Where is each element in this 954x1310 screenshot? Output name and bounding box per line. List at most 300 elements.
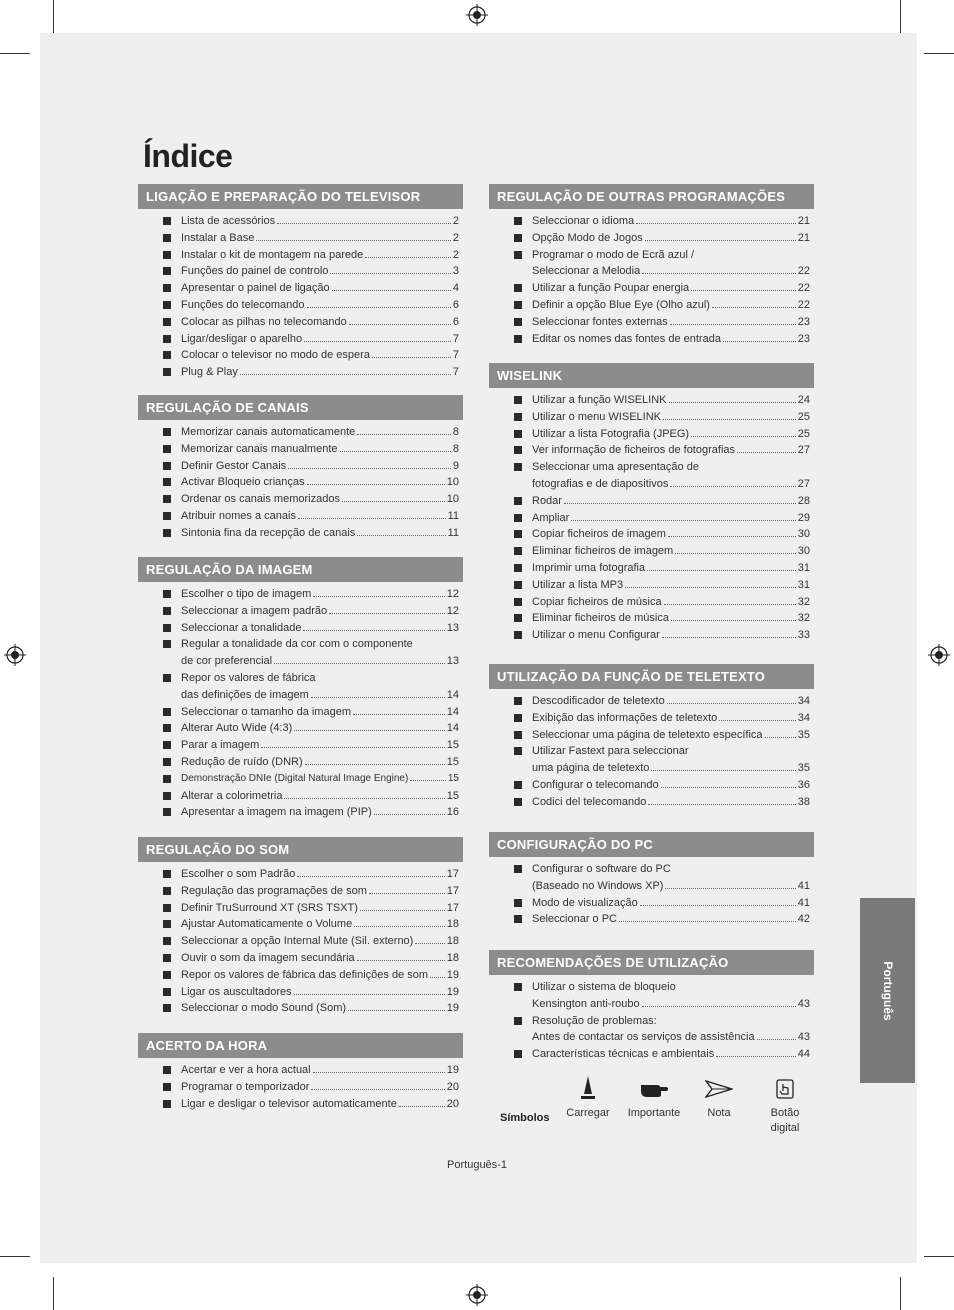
crop-mark — [53, 0, 54, 33]
toc-entry — [138, 737, 463, 754]
toc-entry — [138, 636, 463, 670]
toc-entry-line — [181, 967, 459, 984]
square-bullet-icon — [163, 251, 171, 259]
square-bullet-icon — [514, 865, 522, 873]
dot-leader — [303, 630, 444, 631]
toc-entry-text: uma página de teletexto — [532, 762, 650, 775]
section-heading: REGULAÇÃO DE OUTRAS PROGRAMAÇÕES — [489, 184, 814, 209]
toc-section-pc — [489, 832, 814, 928]
symbol-important — [623, 1072, 685, 1121]
dot-leader — [671, 620, 796, 621]
dot-leader — [330, 273, 450, 274]
toc-entry — [138, 866, 463, 883]
square-bullet-icon — [514, 781, 522, 789]
toc-entry-text: Seleccionar o modo Sound (Som) — [181, 1002, 347, 1015]
toc-entry — [138, 230, 463, 247]
toc-section-hora — [138, 1033, 463, 1112]
square-bullet-icon — [163, 495, 171, 503]
dot-leader — [737, 452, 796, 453]
square-bullet-icon — [514, 1017, 522, 1025]
toc-entry-text: Lista de acessórios — [181, 215, 276, 227]
toc-entry-line — [181, 314, 459, 331]
toc-entry — [138, 1062, 463, 1079]
toc-entry — [489, 331, 814, 348]
toc-entry-line — [532, 996, 810, 1013]
toc-page-number: 30 — [797, 545, 810, 558]
dot-leader — [357, 535, 445, 536]
dot-leader — [294, 994, 445, 995]
dot-leader — [647, 570, 796, 571]
toc-entry-line — [181, 247, 459, 264]
toc-entry-text: Alterar Auto Wide (4:3) — [181, 722, 293, 735]
dot-leader — [240, 374, 451, 375]
toc-entry-line — [532, 895, 810, 912]
language-side-tab — [860, 898, 915, 1083]
square-bullet-icon — [163, 887, 171, 895]
dot-leader — [365, 257, 451, 258]
section-heading: CONFIGURAÇÃO DO PC — [489, 832, 814, 857]
square-bullet-icon — [163, 590, 171, 598]
toc-entry-text: Programar o temporizador — [181, 1080, 310, 1093]
toc-entry-text: Alterar a colorimetria — [181, 789, 283, 802]
square-bullet-icon — [514, 798, 522, 806]
toc-entry-line — [532, 743, 810, 760]
square-bullet-icon — [163, 792, 171, 800]
square-bullet-icon — [163, 808, 171, 816]
toc-entry-text: Imprimir uma fotografia — [532, 561, 646, 574]
toc-entry-line — [181, 263, 459, 280]
toc-entry — [138, 280, 463, 297]
toc-entry — [489, 526, 814, 543]
dot-leader — [357, 960, 445, 961]
toc-entry — [138, 213, 463, 230]
toc-entry-line — [532, 263, 810, 280]
toc-entry — [138, 263, 463, 280]
square-bullet-icon — [514, 430, 522, 438]
toc-entry — [489, 459, 814, 493]
toc-page-number: 7 — [452, 349, 459, 362]
toc-entry-line — [181, 508, 459, 525]
toc-page-number: 22 — [797, 298, 810, 311]
toc-entry — [489, 727, 814, 744]
toc-entry-text: fotografias e de diapositivos — [532, 477, 669, 490]
symbol-note — [695, 1072, 743, 1121]
toc-entry-line — [532, 794, 810, 811]
square-bullet-icon — [514, 631, 522, 639]
toc-page-number: 35 — [797, 728, 810, 741]
registration-mark-icon — [4, 644, 26, 666]
toc-entry-line — [532, 610, 810, 627]
crop-mark — [0, 1256, 30, 1257]
toc-entry-line — [532, 560, 810, 577]
toc-page-number: 19 — [446, 1064, 459, 1076]
dot-leader — [723, 341, 796, 342]
square-bullet-icon — [514, 614, 522, 622]
symbol-label: Nota — [707, 1107, 731, 1119]
toc-entry-text: Parar a imagem — [181, 739, 260, 752]
square-bullet-icon — [514, 497, 522, 505]
toc-page-number: 31 — [797, 561, 810, 574]
toc-entry-line — [181, 866, 459, 883]
toc-page-number: 43 — [797, 1031, 810, 1044]
toc-entry-text: Utilizar a lista Fotografia (JPEG) — [532, 427, 690, 440]
toc-entry-line — [181, 1079, 459, 1096]
toc-entry-text: Antes de contactar os serviços de assistência — [532, 1031, 755, 1044]
section-entries — [489, 392, 814, 644]
toc-entry-line — [181, 1062, 459, 1079]
toc-page-number: 17 — [446, 868, 459, 880]
square-bullet-icon — [163, 478, 171, 486]
toc-entry-line — [181, 984, 459, 1001]
toc-page-number: 19 — [446, 968, 459, 981]
toc-entry-line — [181, 525, 459, 542]
toc-entry-line — [532, 230, 810, 247]
square-bullet-icon — [163, 234, 171, 242]
dot-leader — [564, 503, 796, 504]
toc-page-number: 21 — [797, 231, 810, 244]
square-bullet-icon — [514, 547, 522, 555]
toc-page-number: 13 — [446, 655, 459, 668]
toc-page-number: 15 — [446, 755, 459, 768]
crop-mark — [900, 0, 901, 33]
toc-entry — [489, 560, 814, 577]
toc-page-number: 33 — [797, 629, 810, 642]
section-entries — [138, 1062, 463, 1112]
dot-leader — [313, 1072, 445, 1073]
toc-entry-text: Definir a opção Blue Eye (Olho azul) — [532, 298, 710, 311]
toc-page-number: 7 — [452, 366, 459, 379]
toc-entry — [489, 911, 814, 928]
toc-entry-line — [181, 603, 459, 620]
toc-entry — [489, 627, 814, 644]
section-heading: WISELINK — [489, 363, 814, 388]
toc-entry — [489, 710, 814, 727]
crop-mark — [924, 53, 954, 54]
toc-entry-text: Rodar — [532, 494, 562, 507]
toc-entry-text: Eliminar ficheiros de música — [532, 612, 669, 625]
toc-page-number: 32 — [797, 612, 810, 625]
registration-mark-icon — [466, 4, 488, 26]
toc-entry-line — [532, 577, 810, 594]
square-bullet-icon — [163, 1066, 171, 1074]
toc-page-number: 12 — [446, 588, 459, 600]
toc-entry-line — [532, 979, 810, 996]
toc-entry — [489, 1046, 814, 1063]
toc-page-number: 38 — [797, 795, 810, 808]
square-bullet-icon — [514, 915, 522, 923]
toc-entry-line — [532, 543, 810, 560]
toc-page-number: 25 — [797, 427, 810, 440]
toc-entry-line — [181, 950, 459, 967]
toc-entry — [489, 493, 814, 510]
square-bullet-icon — [514, 564, 522, 572]
toc-entry-line — [181, 297, 459, 314]
toc-entry — [489, 1013, 814, 1047]
square-bullet-icon — [514, 514, 522, 522]
square-bullet-icon — [514, 463, 522, 471]
toc-page-number: 7 — [452, 332, 459, 345]
section-heading: REGULAÇÃO DE CANAIS — [138, 395, 463, 420]
toc-entry-line — [532, 476, 810, 493]
toc-entry-text: Utilizar o menu WISELINK — [532, 410, 661, 423]
toc-page-number: 8 — [452, 426, 459, 438]
toc-entry-line — [532, 331, 810, 348]
toc-entry-text: Seleccionar o tamanho da imagem — [181, 705, 351, 718]
dot-leader — [307, 484, 445, 485]
dot-leader — [307, 307, 451, 308]
toc-entry-text: Ampliar — [532, 511, 570, 524]
toc-entry-text: Utilizar a função WISELINK — [532, 394, 667, 406]
registration-mark-icon — [466, 1284, 488, 1306]
toc-entry-text: Utilizar a função Poupar energia — [532, 282, 690, 295]
dot-leader — [664, 604, 796, 605]
section-heading: UTILIZAÇÃO DA FUNÇÃO DE TELETEXTO — [489, 664, 814, 689]
toc-entry — [138, 900, 463, 917]
toc-entry-text: Utilizar o menu Configurar — [532, 629, 660, 642]
toc-entry-text: Escolher o som Padrão — [181, 868, 296, 880]
square-bullet-icon — [514, 301, 522, 309]
section-entries — [138, 213, 463, 381]
square-bullet-icon — [163, 870, 171, 878]
toc-entry — [138, 297, 463, 314]
section-entries — [138, 586, 463, 821]
toc-entry-line — [532, 710, 810, 727]
toc-page-number: 32 — [797, 595, 810, 608]
toc-entry-line — [181, 687, 459, 704]
symbols-label: Símbolos — [500, 1112, 550, 1124]
toc-page-number: 30 — [797, 528, 810, 541]
toc-entry-text: Copiar ficheiros de imagem — [532, 528, 666, 541]
dot-leader — [691, 436, 796, 437]
toc-entry — [489, 426, 814, 443]
toc-entry-text: Ligar os auscultadores — [181, 985, 292, 998]
square-bullet-icon — [514, 335, 522, 343]
toc-entry — [138, 474, 463, 491]
symbol-label: Botão digital — [770, 1107, 800, 1134]
toc-entry-line — [181, 331, 459, 348]
toc-entry-line — [181, 474, 459, 491]
toc-page-number: 10 — [446, 493, 459, 506]
toc-entry — [138, 508, 463, 525]
dot-leader — [662, 637, 796, 638]
square-bullet-icon — [514, 598, 522, 606]
dot-leader — [329, 613, 445, 614]
dot-leader — [651, 770, 795, 771]
dot-leader — [648, 804, 795, 805]
toc-entry — [138, 314, 463, 331]
toc-entry-text: Seleccionar a imagem padrão — [181, 604, 328, 617]
toc-entry-text: Definir TruSurround XT (SRS TSXT) — [181, 901, 358, 914]
toc-entry — [138, 491, 463, 508]
toc-entry-text: Sintonia fina da recepção de canais — [181, 526, 356, 539]
toc-section-wise — [489, 363, 814, 644]
toc-entry-line — [532, 409, 810, 426]
toc-entry-line — [181, 213, 459, 230]
toc-page-number: 9 — [452, 459, 459, 472]
toc-page-number: 28 — [797, 494, 810, 507]
toc-entry-line — [532, 594, 810, 611]
toc-page-number: 13 — [446, 621, 459, 634]
toc-entry-line — [181, 458, 459, 475]
toc-entry-line — [532, 627, 810, 644]
toc-entry-text: Regulação das programações de som — [181, 884, 367, 897]
toc-entry-line — [181, 670, 459, 687]
dot-leader — [374, 814, 445, 815]
square-bullet-icon — [514, 251, 522, 259]
toc-entry-line — [532, 247, 810, 264]
toc-page-number: 22 — [797, 282, 810, 295]
toc-entry-text: Seleccionar uma página de teletexto específica — [532, 728, 763, 741]
toc-entry-line — [532, 1046, 810, 1063]
toc-entry — [489, 979, 814, 1013]
dot-leader — [625, 587, 796, 588]
toc-entry-text: Seleccionar a Melodia — [532, 265, 641, 278]
toc-entry-text: Repor os valores de fábrica das definições de som — [181, 968, 429, 981]
toc-entry — [138, 720, 463, 737]
dot-leader — [348, 1010, 445, 1011]
toc-page-number: 27 — [797, 477, 810, 490]
toc-entry-text: Colocar as pilhas no telecomando — [181, 315, 347, 328]
toc-entry-line — [181, 364, 459, 381]
toc-page-number: 27 — [797, 444, 810, 457]
toc-page-number: 25 — [797, 410, 810, 423]
dot-leader — [342, 501, 445, 502]
square-bullet-icon — [163, 624, 171, 632]
toc-entry-text: Redução de ruído (DNR) — [181, 755, 303, 768]
toc-entry — [138, 525, 463, 542]
toc-entry — [489, 297, 814, 314]
dot-leader — [297, 876, 444, 877]
toc-entry-text: Seleccionar a opção Internal Mute (Sil. externo) — [181, 935, 414, 948]
toc-entry — [489, 777, 814, 794]
toc-page-number: 14 — [446, 705, 459, 718]
toc-entry-text: Seleccionar uma apresentação de — [532, 461, 699, 474]
toc-entry — [138, 1000, 463, 1017]
toc-entry-text: Plug & Play — [181, 366, 238, 379]
toc-section-can — [138, 395, 463, 542]
toc-entry — [138, 364, 463, 381]
section-heading: REGULAÇÃO DA IMAGEM — [138, 557, 463, 582]
toc-entry-text: Atribuir nomes a canais — [181, 509, 296, 522]
dot-leader — [640, 905, 796, 906]
toc-entry — [489, 392, 814, 409]
toc-entry — [489, 213, 814, 230]
toc-entry-line — [532, 878, 810, 895]
toc-page-number: 41 — [797, 879, 810, 892]
square-bullet-icon — [163, 954, 171, 962]
square-bullet-icon — [514, 714, 522, 722]
square-bullet-icon — [163, 301, 171, 309]
toc-entry — [489, 543, 814, 560]
toc-page-number: 18 — [446, 951, 459, 964]
toc-entry-text: Demonstração DNIe (Digital Natural Image Engine) — [181, 772, 409, 784]
toc-entry-text: Seleccionar o idioma — [532, 215, 635, 227]
section-entries — [138, 866, 463, 1017]
square-bullet-icon — [514, 396, 522, 404]
toc-entry-line — [181, 653, 459, 670]
toc-entry-line — [181, 883, 459, 900]
toc-entry-text: Instalar a Base — [181, 231, 255, 244]
toc-entry — [138, 933, 463, 950]
toc-entry-line — [181, 636, 459, 653]
toc-entry-line — [532, 392, 810, 409]
page-footer: Português-1 — [447, 1159, 507, 1171]
toc-entry — [138, 967, 463, 984]
toc-entry-line — [181, 620, 459, 637]
toc-page-number: 31 — [797, 578, 810, 591]
dot-leader — [277, 223, 451, 224]
symbol-one-touch-button — [755, 1072, 815, 1136]
toc-entry-line — [181, 737, 459, 754]
crop-mark — [924, 1256, 954, 1257]
dot-leader — [284, 798, 444, 799]
square-bullet-icon — [163, 368, 171, 376]
toc-entry-line — [532, 1013, 810, 1030]
toc-entry-text: Utilizar a lista MP3 — [532, 578, 624, 591]
toc-entry — [138, 331, 463, 348]
dot-leader — [636, 223, 796, 224]
square-bullet-icon — [163, 937, 171, 945]
dot-leader — [663, 419, 796, 420]
square-bullet-icon — [514, 217, 522, 225]
toc-entry — [489, 314, 814, 331]
toc-section-lig — [138, 184, 463, 381]
toc-page-number: 17 — [446, 884, 459, 897]
toc-entry-line — [532, 777, 810, 794]
toc-entry-text: Utilizar Fastext para seleccionar — [532, 745, 689, 758]
toc-entry — [489, 510, 814, 527]
square-bullet-icon — [163, 267, 171, 275]
toc-entry — [489, 743, 814, 777]
toc-page-number: 15 — [446, 739, 459, 752]
toc-page-number: 6 — [452, 298, 459, 311]
toc-entry-line — [532, 297, 810, 314]
toc-page-number: 15 — [446, 789, 459, 802]
toc-entry-text: Ouvir o som da imagem secundária — [181, 951, 355, 964]
section-entries — [138, 424, 463, 542]
toc-entry-line — [181, 347, 459, 364]
toc-entry-text: Copiar ficheiros de música — [532, 595, 662, 608]
toc-entry — [138, 458, 463, 475]
toc-page-number: 20 — [446, 1097, 459, 1110]
toc-section-rec — [489, 950, 814, 1063]
toc-page-number: 20 — [446, 1080, 459, 1093]
toc-entry — [138, 247, 463, 264]
toc-section-img — [138, 557, 463, 821]
dot-leader — [571, 520, 795, 521]
toc-entry-text: Seleccionar o PC — [532, 913, 617, 926]
toc-entry-text: Codici del telecomando — [532, 795, 647, 808]
dot-leader — [305, 764, 445, 765]
dot-leader — [430, 977, 445, 978]
dot-leader — [313, 596, 445, 597]
toc-page-number: 17 — [446, 901, 459, 914]
square-bullet-icon — [514, 747, 522, 755]
dot-leader — [298, 518, 446, 519]
square-bullet-icon — [163, 335, 171, 343]
toc-entry-line — [181, 933, 459, 950]
square-bullet-icon — [163, 724, 171, 732]
dot-leader — [354, 926, 445, 927]
toc-page-number: 29 — [797, 511, 810, 524]
square-bullet-icon — [163, 1100, 171, 1108]
toc-entry-line — [181, 916, 459, 933]
dot-leader — [667, 703, 796, 704]
toc-entry-text: Editar os nomes das fontes de entrada — [532, 332, 721, 345]
symbol-press — [560, 1072, 616, 1121]
toc-entry-text: Escolher o tipo de imagem — [181, 588, 312, 600]
dot-leader — [645, 240, 796, 241]
